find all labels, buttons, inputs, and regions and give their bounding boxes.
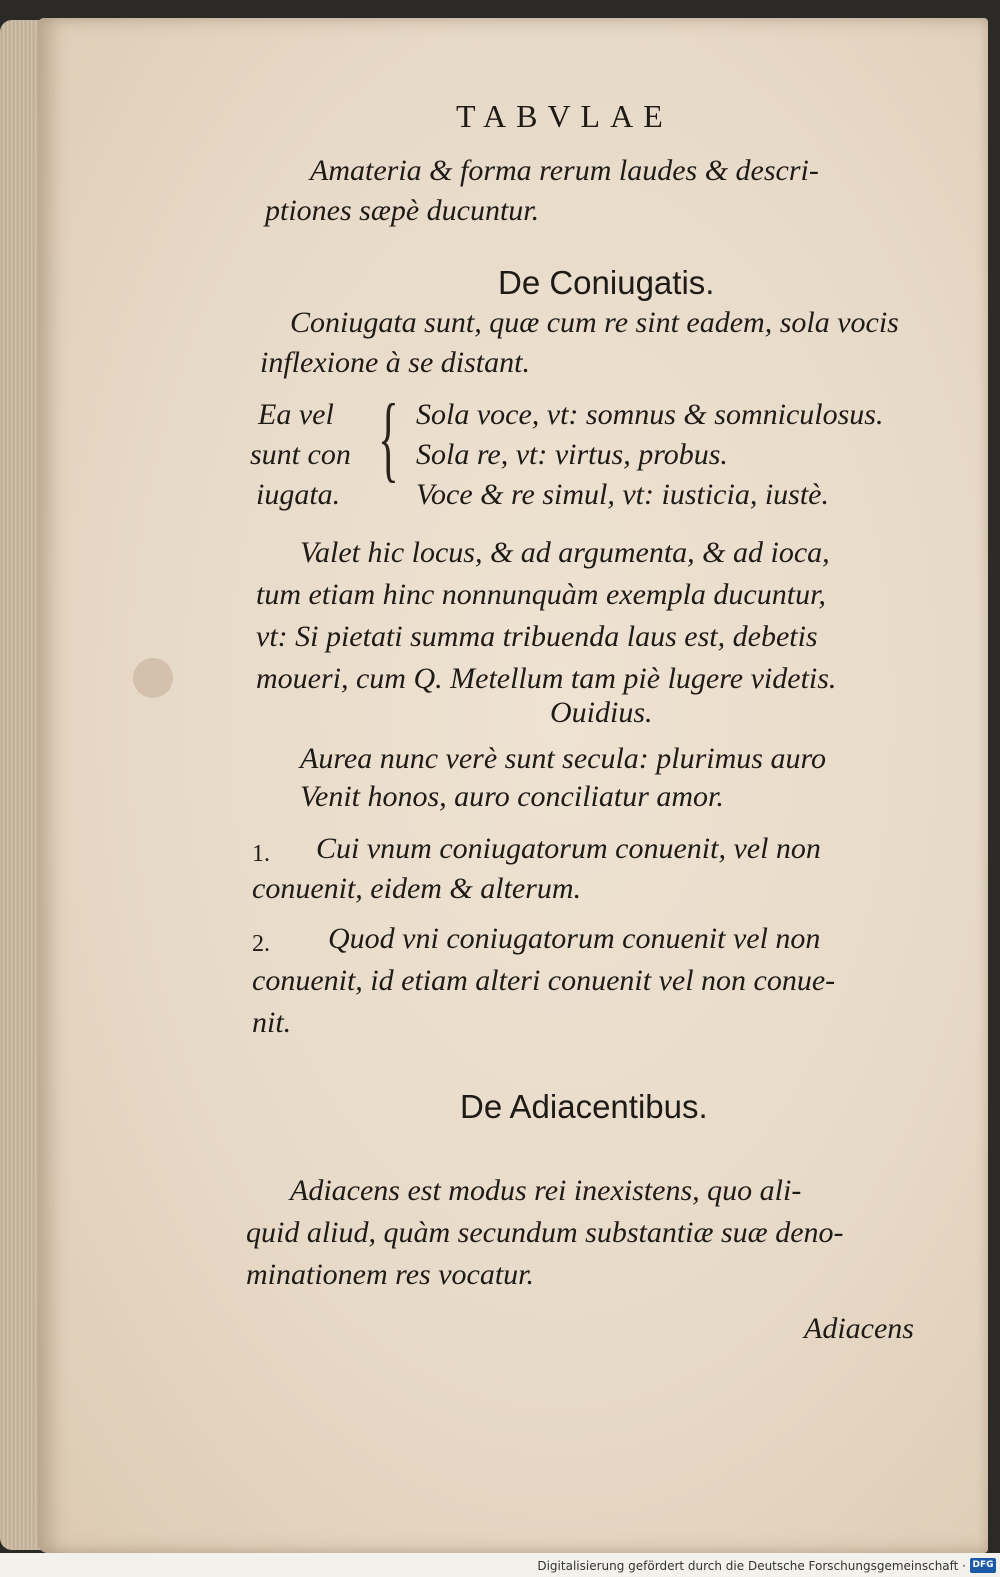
quote-line-1: Aurea nunc verè sunt secula: plurimus auro <box>300 742 827 775</box>
paragraph-line-3: vt: Si pietati summa tribuenda laus est, debetis <box>256 620 818 653</box>
paper-stain <box>133 658 173 698</box>
rule-1-line-1: Cui vnum coniugatorum conuenit, vel non <box>316 832 821 865</box>
running-head: TABVLAE <box>456 98 673 134</box>
rule-2-line-2: conuenit, id etiam alteri conuenit vel non conue- <box>252 964 836 997</box>
intro-line-1: Amateria & forma rerum laudes & descri- <box>310 154 819 187</box>
rule-2-line-1: Quod vni coniugatorum conuenit vel non <box>328 922 821 955</box>
paragraph-line-1: Valet hic locus, & ad argumenta, & ad ioca, <box>300 536 830 569</box>
quote-line-2: Venit honos, auro conciliatur amor. <box>300 780 724 813</box>
rule-2-line-3: nit. <box>252 1006 292 1039</box>
section-heading-coniugatis: De Coniugatis. <box>498 264 715 301</box>
dfg-logo: DFG <box>970 1558 996 1573</box>
quote-author: Ouidius. <box>550 696 653 729</box>
paragraph-line-4: moueri, cum Q. Metellum tam piè lugere videtis. <box>256 662 837 695</box>
curly-brace: { <box>378 384 399 491</box>
book-page <box>38 18 988 1553</box>
coniugata-definition-line-2: inflexione à se distant. <box>260 346 530 379</box>
intro-line-2: ptiones sæpè ducuntur. <box>265 194 540 227</box>
rule-2-number: 2. <box>252 931 270 957</box>
coniugata-definition-line-1: Coniugata sunt, quæ cum re sint eadem, sola vocis <box>290 306 899 339</box>
division-label-line-2: sunt con <box>250 438 351 471</box>
division-label-line-3: iugata. <box>256 478 341 511</box>
division-item-2: Sola re, vt: virtus, probus. <box>416 438 728 471</box>
division-label-line-1: Ea vel <box>258 398 334 431</box>
footer-bar <box>0 1553 1000 1577</box>
rule-1-number: 1. <box>252 841 270 867</box>
funding-credit: Digitalisierung gefördert durch die Deutsche Forschungsgemeinschaft · <box>537 1559 966 1573</box>
division-item-3: Voce & re simul, vt: iusticia, iustè. <box>416 478 829 511</box>
adiacens-definition-line-1: Adiacens est modus rei inexistens, quo ali- <box>290 1174 802 1207</box>
rule-1-line-2: conuenit, eidem & alterum. <box>252 872 582 905</box>
paragraph-line-2: tum etiam hinc nonnunquàm exempla ducuntur, <box>256 578 826 611</box>
section-heading-adiacentibus: De Adiacentibus. <box>460 1088 708 1125</box>
adiacens-definition-line-2: quid aliud, quàm secundum substantiæ suæ deno- <box>246 1216 844 1249</box>
adiacens-definition-line-3: minationem res vocatur. <box>246 1258 535 1291</box>
division-item-1: Sola voce, vt: somnus & somniculosus. <box>416 398 884 431</box>
catchword: Adiacens <box>804 1312 914 1345</box>
